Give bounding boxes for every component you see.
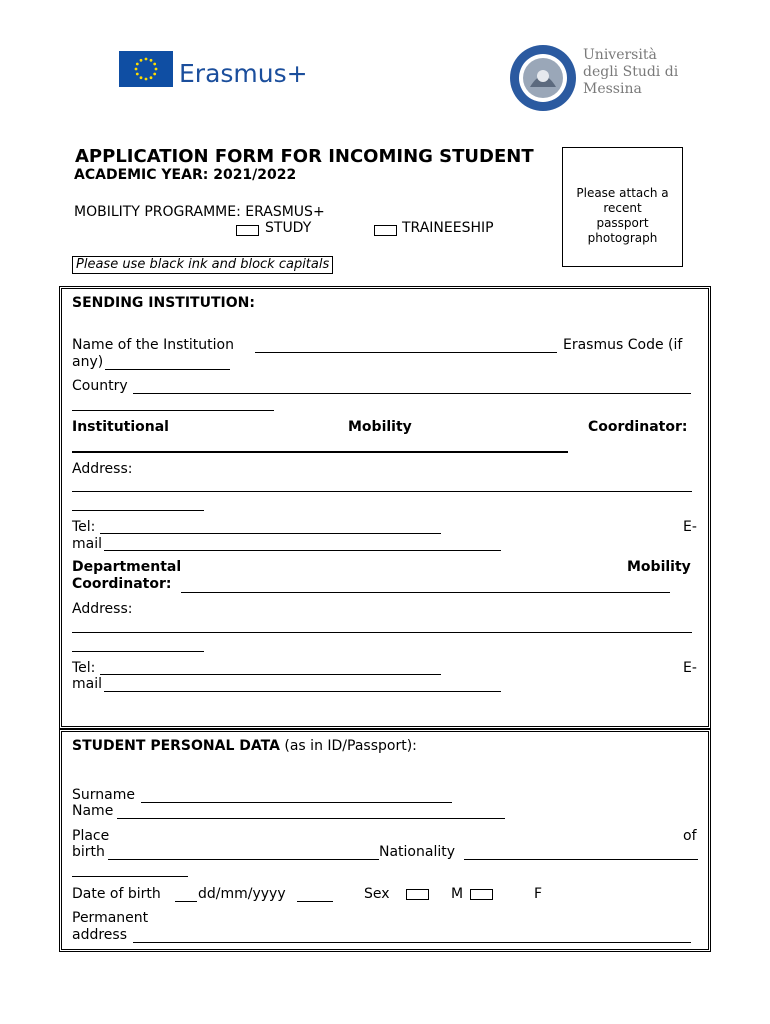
permanent-label: Permanent xyxy=(72,910,149,926)
institution-name-field[interactable] xyxy=(255,352,557,353)
study-checkbox[interactable] xyxy=(236,225,259,236)
sex-female-checkbox[interactable] xyxy=(470,889,493,900)
instruction-note: Please use black ink and block capitals xyxy=(72,256,333,274)
dept-email-prefix-label: E- xyxy=(683,660,697,676)
email-field[interactable] xyxy=(104,550,501,551)
dept-mobility-label: Mobility xyxy=(627,559,691,575)
country-field-continued[interactable] xyxy=(72,410,274,411)
university-name-line3: Messina xyxy=(583,81,642,97)
email-prefix-label: E- xyxy=(683,519,697,535)
tel-label: Tel: xyxy=(72,519,96,535)
sending-heading: SENDING INSTITUTION: xyxy=(72,295,255,311)
student-personal-data-section xyxy=(59,729,711,952)
dob-field-end[interactable] xyxy=(297,901,333,902)
eu-flag-logo xyxy=(119,51,173,87)
place-label: Place xyxy=(72,828,110,844)
institutional-label: Institutional xyxy=(72,419,169,435)
photo-note-line2: recent xyxy=(603,201,642,215)
nationality-field[interactable] xyxy=(464,859,698,860)
mobility-label: Mobility xyxy=(348,419,412,435)
dob-label: Date of birth xyxy=(72,886,161,902)
personal-heading xyxy=(72,738,417,754)
form-title: APPLICATION FORM FOR INCOMING STUDENT xyxy=(75,146,534,167)
photo-note-line4: photograph xyxy=(587,231,658,245)
coordinator-label: Coordinator: xyxy=(588,419,688,435)
email-label: mail xyxy=(72,536,102,552)
nationality-label: Nationality xyxy=(379,844,456,860)
erasmus-code-label: Erasmus Code (if xyxy=(563,337,683,353)
photo-note-line3: passport xyxy=(596,216,649,230)
traineeship-label: TRAINEESHIP xyxy=(402,220,494,236)
eu-stars-icon xyxy=(119,51,173,87)
country-field[interactable] xyxy=(133,393,691,394)
tel-field[interactable] xyxy=(100,533,441,534)
place-of-birth-field-continued[interactable] xyxy=(72,876,188,877)
institution-name-label: Name of the Institution xyxy=(72,337,234,353)
academic-year: ACADEMIC YEAR: 2021/2022 xyxy=(74,167,297,183)
university-name-line2: degli Studi di xyxy=(583,64,679,80)
traineeship-checkbox[interactable] xyxy=(374,225,397,236)
place-of-birth-field[interactable] xyxy=(108,859,379,860)
surname-field[interactable] xyxy=(141,802,452,803)
erasmus-logo-text: Erasmus+ xyxy=(179,59,308,88)
address-field[interactable] xyxy=(72,491,692,492)
erasmus-code-field[interactable] xyxy=(105,369,230,370)
surname-label: Surname xyxy=(72,787,135,803)
name-field[interactable] xyxy=(117,818,505,819)
dept-coordinator-label: Coordinator: xyxy=(72,576,172,592)
photo-note-line1: Please attach a xyxy=(576,186,669,200)
address-field-continued[interactable] xyxy=(72,510,204,511)
university-name xyxy=(583,47,678,98)
dob-field-start[interactable] xyxy=(175,901,197,902)
study-label: STUDY xyxy=(265,220,312,236)
dob-format: dd/mm/yyyy xyxy=(198,886,286,902)
photo-box[interactable] xyxy=(562,147,683,267)
birth-label: birth xyxy=(72,844,105,860)
dept-address-label: Address: xyxy=(72,601,133,617)
permanent-address-label: address xyxy=(72,927,128,943)
institutional-coordinator-field[interactable] xyxy=(72,451,568,453)
dept-address-field[interactable] xyxy=(72,632,692,633)
name-label: Name xyxy=(72,803,114,819)
university-name-line1: Università xyxy=(583,47,657,63)
departmental-label: Departmental xyxy=(72,559,182,575)
dept-tel-label: Tel: xyxy=(72,660,96,676)
university-seal-logo xyxy=(508,43,578,113)
dept-email-label: mail xyxy=(72,676,102,692)
dept-email-field[interactable] xyxy=(104,691,501,692)
programme-label: MOBILITY PROGRAMME: ERASMUS+ xyxy=(74,204,325,220)
departmental-coordinator-field[interactable] xyxy=(181,592,670,593)
male-label: M xyxy=(451,886,464,902)
dept-tel-field[interactable] xyxy=(100,674,441,675)
country-label: Country xyxy=(72,378,128,394)
personal-heading-note: (as in ID/Passport): xyxy=(284,738,417,754)
sex-label: Sex xyxy=(364,886,390,902)
address-label: Address: xyxy=(72,461,133,477)
personal-heading-bold: STUDENT PERSONAL DATA xyxy=(72,738,280,754)
any-label: any) xyxy=(72,354,104,370)
female-label: F xyxy=(534,886,543,902)
dept-address-field-continued[interactable] xyxy=(72,651,204,652)
of-label: of xyxy=(683,828,697,844)
sex-male-checkbox[interactable] xyxy=(406,889,429,900)
permanent-address-field[interactable] xyxy=(133,942,691,943)
